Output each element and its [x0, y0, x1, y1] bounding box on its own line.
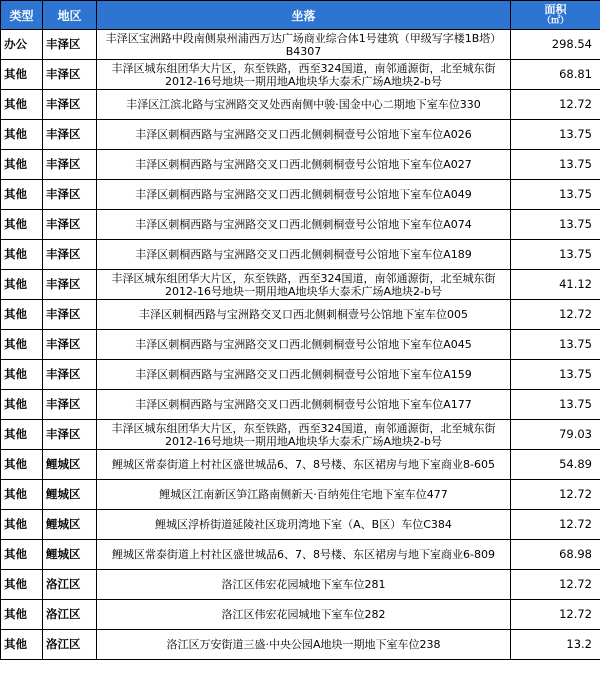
header-size-unit: （㎡） [541, 16, 569, 26]
cell-location: 丰泽区宝洲路中段南侧泉州浦西万达广场商业综合体1号建筑（甲级写字楼1B塔）B4307 [97, 30, 511, 60]
cell-type: 其他 [1, 600, 43, 630]
table-body [1, 30, 600, 660]
cell-area: 丰泽区 [43, 60, 97, 90]
cell-type: 其他 [1, 120, 43, 150]
cell-size: 298.54 [511, 30, 600, 60]
cell-size: 13.75 [511, 390, 600, 420]
cell-size: 13.75 [511, 360, 600, 390]
cell-location: 丰泽区刺桐西路与宝洲路交叉口西北侧刺桐壹号公馆地下室车位A074 [97, 210, 511, 240]
cell-area: 丰泽区 [43, 180, 97, 210]
cell-area: 鲤城区 [43, 540, 97, 570]
cell-area: 丰泽区 [43, 270, 97, 300]
cell-size: 13.75 [511, 330, 600, 360]
cell-size: 12.72 [511, 600, 600, 630]
cell-type: 其他 [1, 240, 43, 270]
cell-area: 丰泽区 [43, 90, 97, 120]
cell-type: 其他 [1, 510, 43, 540]
table-row [1, 120, 600, 150]
cell-location: 丰泽区城东组团华大片区，东至铁路，西至324国道，南邻通源街，北至城东街2012-16号地块一期用地A地块华大泰禾广场A地块2-b号 [97, 60, 511, 90]
cell-type: 其他 [1, 450, 43, 480]
header-type: 类型 [1, 1, 43, 30]
table-row [1, 150, 600, 180]
table-row [1, 300, 600, 330]
cell-location: 鲤城区浮桥街道延陵社区珑玥湾地下室（A、B区）车位C384 [97, 510, 511, 540]
cell-size: 79.03 [511, 420, 600, 450]
table-row [1, 480, 600, 510]
cell-area: 丰泽区 [43, 150, 97, 180]
table-row [1, 210, 600, 240]
cell-area: 洛江区 [43, 600, 97, 630]
cell-location: 鲤城区江南新区笋江路南侧新天·百纳苑住宅地下室车位477 [97, 480, 511, 510]
cell-location: 鲤城区常泰街道上村社区盛世城品6、7、8号楼、东区裙房与地下室商业8-605 [97, 450, 511, 480]
cell-area: 洛江区 [43, 630, 97, 660]
header-size-label: 面积 [544, 3, 567, 16]
header-size [511, 1, 600, 30]
cell-type: 其他 [1, 360, 43, 390]
table-row [1, 90, 600, 120]
cell-size: 12.72 [511, 510, 600, 540]
cell-size: 12.72 [511, 90, 600, 120]
table-row [1, 600, 600, 630]
cell-type: 其他 [1, 270, 43, 300]
cell-type: 其他 [1, 60, 43, 90]
table-row [1, 360, 600, 390]
cell-type: 其他 [1, 480, 43, 510]
cell-location: 丰泽区刺桐西路与宝洲路交叉口西北侧刺桐壹号公馆地下室车位A045 [97, 330, 511, 360]
cell-location: 洛江区万安街道三盛·中央公园A地块一期地下室车位238 [97, 630, 511, 660]
table-row [1, 330, 600, 360]
cell-location: 丰泽区江滨北路与宝洲路交叉处西南侧中骏·国金中心二期地下室车位330 [97, 90, 511, 120]
cell-type: 其他 [1, 540, 43, 570]
cell-area: 丰泽区 [43, 330, 97, 360]
cell-area: 鲤城区 [43, 510, 97, 540]
cell-location: 洛江区伟宏花园城地下室车位281 [97, 570, 511, 600]
header-row [1, 1, 600, 30]
cell-location: 洛江区伟宏花园城地下室车位282 [97, 600, 511, 630]
cell-type: 其他 [1, 180, 43, 210]
cell-location: 丰泽区城东组团华大片区，东至铁路，西至324国道，南邻通源街，北至城东街2012-16号地块一期用地A地块华大泰禾广场A地块2-b号 [97, 270, 511, 300]
cell-size: 13.2 [511, 630, 600, 660]
header-location: 坐落 [97, 1, 511, 30]
table-row [1, 30, 600, 60]
table-row [1, 450, 600, 480]
cell-size: 13.75 [511, 150, 600, 180]
cell-area: 丰泽区 [43, 120, 97, 150]
cell-location: 丰泽区刺桐西路与宝洲路交叉口西北侧刺桐壹号公馆地下室车位A026 [97, 120, 511, 150]
table-row [1, 630, 600, 660]
cell-type: 办公 [1, 30, 43, 60]
table-row [1, 180, 600, 210]
cell-size: 13.75 [511, 240, 600, 270]
cell-size: 12.72 [511, 480, 600, 510]
cell-location: 丰泽区刺桐西路与宝洲路交叉口西北侧刺桐壹号公馆地下室车位A177 [97, 390, 511, 420]
cell-area: 丰泽区 [43, 390, 97, 420]
cell-size: 13.75 [511, 120, 600, 150]
cell-location: 鲤城区常泰街道上村社区盛世城品6、7、8号楼、东区裙房与地下室商业6-809 [97, 540, 511, 570]
cell-size: 41.12 [511, 270, 600, 300]
cell-type: 其他 [1, 390, 43, 420]
cell-location: 丰泽区刺桐西路与宝洲路交叉口西北侧刺桐壹号公馆地下室车位A189 [97, 240, 511, 270]
cell-size: 68.81 [511, 60, 600, 90]
cell-size: 12.72 [511, 570, 600, 600]
cell-type: 其他 [1, 300, 43, 330]
cell-location: 丰泽区刺桐西路与宝洲路交叉口西北侧刺桐壹号公馆地下室车位005 [97, 300, 511, 330]
header-area: 地区 [43, 1, 97, 30]
cell-size: 54.89 [511, 450, 600, 480]
cell-type: 其他 [1, 150, 43, 180]
table-row [1, 270, 600, 300]
cell-area: 鲤城区 [43, 480, 97, 510]
table-header [1, 1, 600, 30]
table-row [1, 510, 600, 540]
cell-type: 其他 [1, 210, 43, 240]
table-row [1, 540, 600, 570]
cell-location: 丰泽区城东组团华大片区，东至铁路，西至324国道，南邻通源街，北至城东街2012-16号地块一期用地A地块华大泰禾广场A地块2-b号 [97, 420, 511, 450]
cell-size: 13.75 [511, 210, 600, 240]
cell-type: 其他 [1, 630, 43, 660]
cell-area: 丰泽区 [43, 240, 97, 270]
cell-location: 丰泽区刺桐西路与宝洲路交叉口西北侧刺桐壹号公馆地下室车位A159 [97, 360, 511, 390]
cell-type: 其他 [1, 330, 43, 360]
cell-area: 丰泽区 [43, 360, 97, 390]
cell-type: 其他 [1, 90, 43, 120]
cell-location: 丰泽区刺桐西路与宝洲路交叉口西北侧刺桐壹号公馆地下室车位A027 [97, 150, 511, 180]
cell-size: 12.72 [511, 300, 600, 330]
cell-type: 其他 [1, 570, 43, 600]
cell-location: 丰泽区刺桐西路与宝洲路交叉口西北侧刺桐壹号公馆地下室车位A049 [97, 180, 511, 210]
cell-type: 其他 [1, 420, 43, 450]
cell-area: 洛江区 [43, 570, 97, 600]
table-row [1, 240, 600, 270]
cell-area: 鲤城区 [43, 450, 97, 480]
cell-size: 13.75 [511, 180, 600, 210]
cell-area: 丰泽区 [43, 210, 97, 240]
cell-area: 丰泽区 [43, 30, 97, 60]
cell-area: 丰泽区 [43, 300, 97, 330]
cell-area: 丰泽区 [43, 420, 97, 450]
table-row [1, 570, 600, 600]
table-row [1, 60, 600, 90]
cell-size: 68.98 [511, 540, 600, 570]
table-row [1, 390, 600, 420]
table-row [1, 420, 600, 450]
